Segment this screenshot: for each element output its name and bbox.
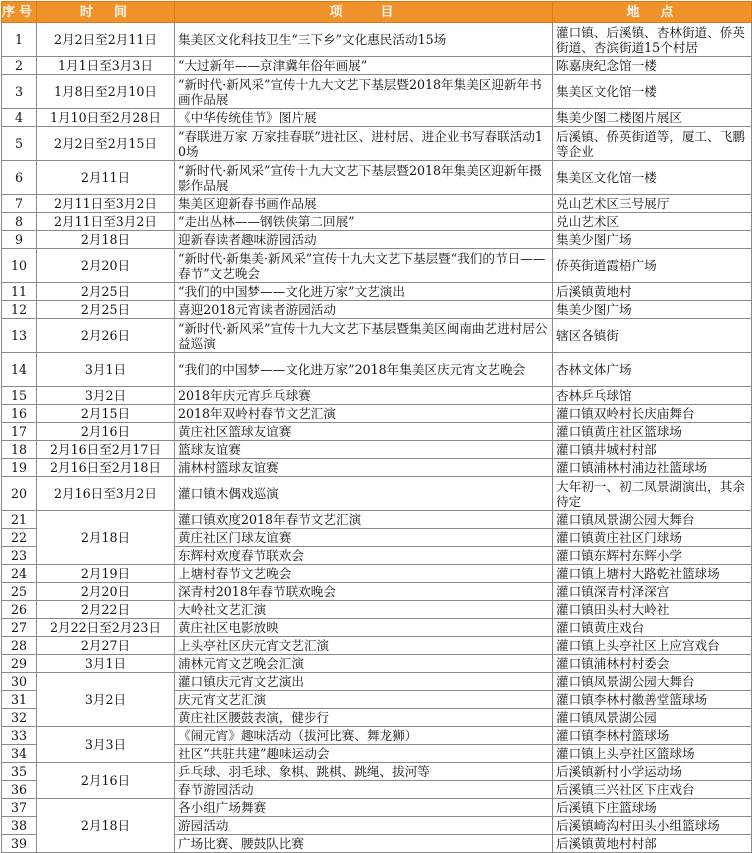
table-row bbox=[2, 619, 752, 637]
row-number: 2 bbox=[2, 57, 37, 75]
row-number: 32 bbox=[2, 709, 37, 727]
row-location: 灌口镇上头亭社区篮球场 bbox=[553, 745, 752, 763]
row-location: 后溪镇三兴社区下庄戏台 bbox=[553, 781, 752, 799]
row-date: 2月22日至2月23日 bbox=[37, 619, 175, 637]
row-number: 37 bbox=[2, 799, 37, 817]
row-date: 2月18日 bbox=[37, 799, 175, 853]
header-row bbox=[2, 2, 752, 23]
row-number: 14 bbox=[2, 353, 37, 387]
row-date: 2月11日至3月2日 bbox=[37, 195, 175, 213]
row-number: 24 bbox=[2, 565, 37, 583]
row-number: 10 bbox=[2, 249, 37, 283]
table-row bbox=[2, 583, 752, 601]
row-location: 灌口镇井城村村部 bbox=[553, 441, 752, 459]
row-project: 上头亭社区庆元宵文艺汇演 bbox=[175, 637, 553, 655]
table-row bbox=[2, 127, 752, 161]
table-row bbox=[2, 195, 752, 213]
table-body bbox=[2, 23, 752, 853]
row-number: 39 bbox=[2, 835, 37, 853]
row-location: 侨英街道霞梧广场 bbox=[553, 249, 752, 283]
row-location: 灌口镇深青村泽深宫 bbox=[553, 583, 752, 601]
row-number: 16 bbox=[2, 405, 37, 423]
row-location: 集美少图广场 bbox=[553, 231, 752, 249]
row-project: 迎新春读者趣味游园活动 bbox=[175, 231, 553, 249]
row-project: 黄庄社区篮球友谊赛 bbox=[175, 423, 553, 441]
row-date: 2月18日 bbox=[37, 511, 175, 565]
row-number: 20 bbox=[2, 477, 37, 511]
row-project: “走出丛林——钢铁侠第二回展” bbox=[175, 213, 553, 231]
row-project: 2018年双岭村春节文艺汇演 bbox=[175, 405, 553, 423]
row-project: 灌口镇欢度2018年春节文艺汇演 bbox=[175, 511, 553, 529]
row-date: 2月22日 bbox=[37, 601, 175, 619]
header-no: 序号 bbox=[2, 2, 37, 23]
row-location: 后溪镇黄地村村部 bbox=[553, 835, 752, 853]
row-date: 2月26日 bbox=[37, 319, 175, 353]
row-date: 3月2日 bbox=[37, 387, 175, 405]
row-project: 灌口镇庆元宵文艺演出 bbox=[175, 673, 553, 691]
row-location: 陈嘉庚纪念馆一楼 bbox=[553, 57, 752, 75]
row-location: 灌口镇、后溪镇、杏林街道、侨英街道、杏滨街道15个村居 bbox=[553, 23, 752, 57]
table-row bbox=[2, 405, 752, 423]
row-location: 灌口镇田头村大岭社 bbox=[553, 601, 752, 619]
row-location: 大年初一、初二凤景湖演出，其余待定 bbox=[553, 477, 752, 511]
table-row bbox=[2, 511, 752, 529]
table-row bbox=[2, 655, 752, 673]
row-date: 2月25日 bbox=[37, 283, 175, 301]
table-row bbox=[2, 23, 752, 57]
row-number: 6 bbox=[2, 161, 37, 195]
row-date: 3月1日 bbox=[37, 353, 175, 387]
row-date: 3月1日 bbox=[37, 655, 175, 673]
row-location: 灌口镇浦林村浦边社篮球场 bbox=[553, 459, 752, 477]
row-location: 灌口镇上头亭社区上应宫戏台 bbox=[553, 637, 752, 655]
row-number: 12 bbox=[2, 301, 37, 319]
row-project: “新时代·新风采”宣传十九大文艺下基层暨集美区闽南曲艺进村居公益巡演 bbox=[175, 319, 553, 353]
row-project: 上塘村春节文艺晚会 bbox=[175, 565, 553, 583]
table-row bbox=[2, 109, 752, 127]
table-row bbox=[2, 601, 752, 619]
row-date: 2月11日至3月2日 bbox=[37, 213, 175, 231]
table-row bbox=[2, 75, 752, 109]
row-project: 社区“共驻共建”趣味运动会 bbox=[175, 745, 553, 763]
row-date: 2月2日至2月15日 bbox=[37, 127, 175, 161]
row-date: 2月2日至2月11日 bbox=[37, 23, 175, 57]
row-location: 集美少图二楼图片展区 bbox=[553, 109, 752, 127]
table-row bbox=[2, 441, 752, 459]
row-project: 篮球友谊赛 bbox=[175, 441, 553, 459]
table-row bbox=[2, 727, 752, 745]
events-table bbox=[1, 1, 752, 853]
row-project: 集美区迎新春书画作品展 bbox=[175, 195, 553, 213]
row-date: 2月16日至2月17日 bbox=[37, 441, 175, 459]
row-location: 后溪镇、侨英街道等，厦工、飞鹏等企业 bbox=[553, 127, 752, 161]
table-row bbox=[2, 565, 752, 583]
row-project: 游园活动 bbox=[175, 817, 553, 835]
row-project: “我们的中国梦——文化进万家”2018年集美区庆元宵文艺晚会 bbox=[175, 353, 553, 387]
table-row bbox=[2, 213, 752, 231]
row-location: 灌口镇上塘村大路乾社篮球场 bbox=[553, 565, 752, 583]
row-project: “新时代·新集美·新风采”宣传十九大文艺下基层暨“我们的节日——春节”文艺晚会 bbox=[175, 249, 553, 283]
table-row bbox=[2, 353, 752, 387]
row-number: 26 bbox=[2, 601, 37, 619]
row-number: 38 bbox=[2, 817, 37, 835]
row-date: 1月1日至3月3日 bbox=[37, 57, 175, 75]
row-number: 11 bbox=[2, 283, 37, 301]
row-location: 后溪镇下庄篮球场 bbox=[553, 799, 752, 817]
row-number: 5 bbox=[2, 127, 37, 161]
row-location: 灌口镇浦林村村委会 bbox=[553, 655, 752, 673]
row-location: 灌口镇李林村篮球场 bbox=[553, 727, 752, 745]
row-location: 灌口镇黄庄社区门球场 bbox=[553, 529, 752, 547]
table-row bbox=[2, 477, 752, 511]
header-project: 项 目 bbox=[175, 2, 553, 23]
row-number: 36 bbox=[2, 781, 37, 799]
table-row bbox=[2, 387, 752, 405]
row-number: 30 bbox=[2, 673, 37, 691]
row-location: 集美区文化馆一楼 bbox=[553, 161, 752, 195]
row-project: 东辉村欢度春节联欢会 bbox=[175, 547, 553, 565]
row-location: 后溪镇新村小学运动场 bbox=[553, 763, 752, 781]
row-number: 19 bbox=[2, 459, 37, 477]
row-number: 34 bbox=[2, 745, 37, 763]
row-location: 灌口镇凤景湖公园大舞台 bbox=[553, 673, 752, 691]
table-row bbox=[2, 283, 752, 301]
row-location: 灌口镇黄庄戏台 bbox=[553, 619, 752, 637]
table-row bbox=[2, 673, 752, 691]
row-location: 后溪镇黄地村 bbox=[553, 283, 752, 301]
row-location: 灌口镇李林村徽善堂篮球场 bbox=[553, 691, 752, 709]
row-number: 28 bbox=[2, 637, 37, 655]
row-project: 黄庄社区门球友谊赛 bbox=[175, 529, 553, 547]
row-number: 13 bbox=[2, 319, 37, 353]
row-date: 1月8日至2月10日 bbox=[37, 75, 175, 109]
row-date: 2月25日 bbox=[37, 301, 175, 319]
row-project: 庆元宵文艺汇演 bbox=[175, 691, 553, 709]
row-project: 浦林村篮球友谊赛 bbox=[175, 459, 553, 477]
row-date: 2月16日 bbox=[37, 423, 175, 441]
table-row bbox=[2, 763, 752, 781]
row-project: 灌口镇木偶戏巡演 bbox=[175, 477, 553, 511]
row-date: 2月15日 bbox=[37, 405, 175, 423]
row-date: 1月10日至2月28日 bbox=[37, 109, 175, 127]
table-row bbox=[2, 57, 752, 75]
row-project: 《中华传统佳节》图片展 bbox=[175, 109, 553, 127]
row-number: 31 bbox=[2, 691, 37, 709]
row-number: 33 bbox=[2, 727, 37, 745]
row-location: 灌口镇黄庄社区篮球场 bbox=[553, 423, 752, 441]
table-row bbox=[2, 161, 752, 195]
row-number: 15 bbox=[2, 387, 37, 405]
row-project: 集美区文化科技卫生“三下乡”文化惠民活动15场 bbox=[175, 23, 553, 57]
row-date: 2月16日至2月18日 bbox=[37, 459, 175, 477]
row-project: “大过新年——京津冀年俗年画展” bbox=[175, 57, 553, 75]
row-date: 2月16日 bbox=[37, 763, 175, 799]
table-row bbox=[2, 319, 752, 353]
row-project: 乒乓球、羽毛球、象棋、跳棋、跳绳、拔河等 bbox=[175, 763, 553, 781]
row-location: 集美区文化馆一楼 bbox=[553, 75, 752, 109]
table-row bbox=[2, 637, 752, 655]
table-row bbox=[2, 249, 752, 283]
row-project: 深青村2018年春节联欢晚会 bbox=[175, 583, 553, 601]
row-date: 3月3日 bbox=[37, 727, 175, 763]
row-location: 灌口镇东辉村东辉小学 bbox=[553, 547, 752, 565]
row-number: 3 bbox=[2, 75, 37, 109]
row-number: 22 bbox=[2, 529, 37, 547]
row-project: “新时代·新风采”宣传十九大文艺下基层暨2018年集美区迎新年书画作品展 bbox=[175, 75, 553, 109]
row-project: 黄庄社区电影放映 bbox=[175, 619, 553, 637]
row-number: 35 bbox=[2, 763, 37, 781]
row-number: 1 bbox=[2, 23, 37, 57]
row-date: 2月19日 bbox=[37, 565, 175, 583]
row-project: 各小组广场舞赛 bbox=[175, 799, 553, 817]
row-location: 集美少图广场 bbox=[553, 301, 752, 319]
row-date: 2月16日至3月2日 bbox=[37, 477, 175, 511]
row-number: 8 bbox=[2, 213, 37, 231]
row-project: 黄庄社区腰鼓表演，健步行 bbox=[175, 709, 553, 727]
row-number: 25 bbox=[2, 583, 37, 601]
row-project: 广场比赛、腰鼓队比赛 bbox=[175, 835, 553, 853]
table-row bbox=[2, 799, 752, 817]
row-number: 23 bbox=[2, 547, 37, 565]
row-project: “春联进万家 万家挂春联”进社区、进村居、进企业书写春联活动10场 bbox=[175, 127, 553, 161]
row-date: 2月27日 bbox=[37, 637, 175, 655]
row-date: 2月11日 bbox=[37, 161, 175, 195]
row-number: 21 bbox=[2, 511, 37, 529]
row-project: 浦林元宵文艺晚会汇演 bbox=[175, 655, 553, 673]
row-location: 灌口镇凤景湖公园大舞台 bbox=[553, 511, 752, 529]
row-date: 3月2日 bbox=[37, 673, 175, 727]
row-number: 17 bbox=[2, 423, 37, 441]
table-row bbox=[2, 301, 752, 319]
row-number: 29 bbox=[2, 655, 37, 673]
row-location: 杏林文体广场 bbox=[553, 353, 752, 387]
row-project: 春节游园活动 bbox=[175, 781, 553, 799]
header-location: 地 点 bbox=[553, 2, 752, 23]
row-project: 喜迎2018元宵读者游园活动 bbox=[175, 301, 553, 319]
row-number: 27 bbox=[2, 619, 37, 637]
row-number: 4 bbox=[2, 109, 37, 127]
row-number: 7 bbox=[2, 195, 37, 213]
header-time: 时 间 bbox=[37, 2, 175, 23]
row-number: 9 bbox=[2, 231, 37, 249]
row-location: 兑山艺术区三号展厅 bbox=[553, 195, 752, 213]
row-project: “我们的中国梦——文化进万家”文艺演出 bbox=[175, 283, 553, 301]
row-location: 辖区各镇街 bbox=[553, 319, 752, 353]
table-row bbox=[2, 459, 752, 477]
row-location: 灌口镇凤景湖公园 bbox=[553, 709, 752, 727]
table-row bbox=[2, 231, 752, 249]
row-project: 2018年庆元宵乒乓球赛 bbox=[175, 387, 553, 405]
row-date: 2月20日 bbox=[37, 249, 175, 283]
row-project: “新时代·新风采”宣传十九大文艺下基层暨2018年集美区迎新年摄影作品展 bbox=[175, 161, 553, 195]
row-location: 杏林乒乓球馆 bbox=[553, 387, 752, 405]
row-location: 灌口镇双岭村长庆庙舞台 bbox=[553, 405, 752, 423]
row-date: 2月20日 bbox=[37, 583, 175, 601]
row-location: 兑山艺术区 bbox=[553, 213, 752, 231]
row-date: 2月18日 bbox=[37, 231, 175, 249]
row-number: 18 bbox=[2, 441, 37, 459]
row-project: 《闹元宵》趣味活动（拔河比赛、舞龙狮） bbox=[175, 727, 553, 745]
table-row bbox=[2, 423, 752, 441]
row-project: 大岭社文艺汇演 bbox=[175, 601, 553, 619]
row-location: 后溪镇崎沟村田头小组篮球场 bbox=[553, 817, 752, 835]
